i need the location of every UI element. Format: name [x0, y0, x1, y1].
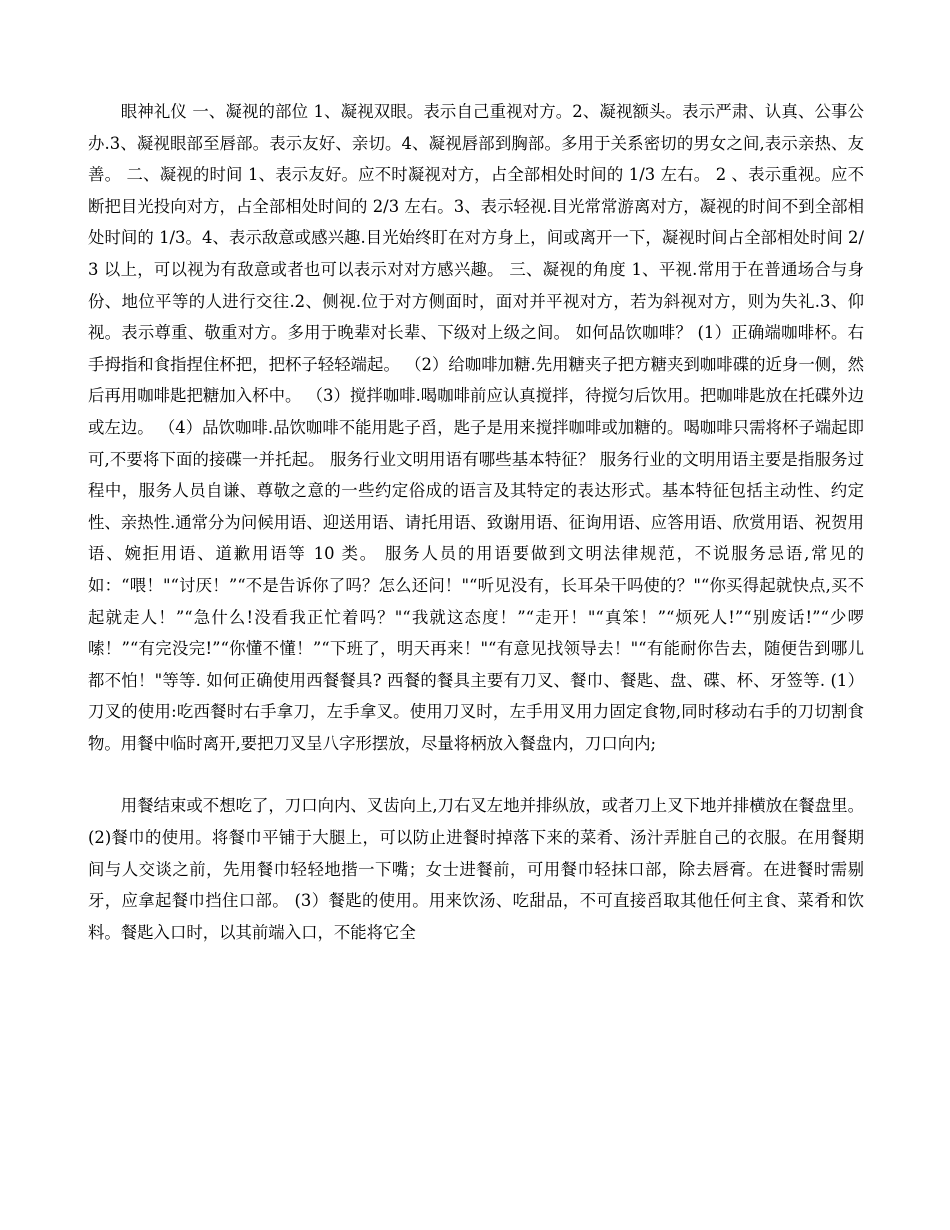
paragraph-1: 眼神礼仪 一、凝视的部位 1、凝视双眼。表示自己重视对方。2、凝视额头。表示严肃、认真、公事公办.3、凝视眼部至唇部。表示友好、亲切。4、凝视唇部到胸部。多用于关系密切的男女之间,表示亲热、友善。 二、凝视的时间 1、表示友好。应不时凝视对方，占全部相处时间的 1/3 左右。 2 、表示重视。应不断把目光投向对方，占全部相处时间的 2/3 左右。3、表示轻视.目光常常游离对方，凝视的时间不到全部相处时间的 1/3。4、表示敌意或感兴趣.目光始终盯在对方身上，间或离开一下，凝视时间占全部相处时间 2/3 以上，可以视为有敌意或者也可以表示对对方感兴趣。 三、凝视的角度 1、平视.常用于在普通场合与身份、地位平等的人进行交往.2、侧视.位于对方侧面时，面对并平视对方，若为斜视对方，则为失礼.3、仰视。表示尊重、敬重对方。多用于晚辈对长辈、下级对上级之间。 如何品饮咖啡？ (1）正确端咖啡杯。右手拇指和食指捏住杯把，把杯子轻轻端起。 （2）给咖啡加糖.先用糖夹子把方糖夹到咖啡碟的近身一侧，然后再用咖啡匙把糖加入杯中。 （3）搅拌咖啡.喝咖啡前应认真搅拌，待搅匀后饮用。把咖啡匙放在托碟外边或左边。 （4）品饮咖啡.品饮咖啡不能用匙子舀，匙子是用来搅拌咖啡或加糖的。喝咖啡只需将杯子端起即可,不要将下面的接碟一并托起。 服务行业文明用语有哪些基本特征？ 服务行业的文明用语主要是指服务过程中，服务人员自谦、尊敬之意的一些约定俗成的语言及其特定的表达形式。基本特征包括主动性、约定性、亲热性.通常分为问候用语、迎送用语、请托用语、致谢用语、征询用语、应答用语、欣赏用语、祝贺用语、婉拒用语、道歉用语等 10 类。 服务人员的用语要做到文明法律规范，不说服务忌语,常见的如：“喂！"“讨厌！”“不是告诉你了吗？怎么还问！"“听见没有，长耳朵干吗使的？"“你买得起就快点,买不起就走人！”“急什么!没看我正忙着吗？"“我就这态度！”“走开！"“真笨！”“烦死人!”“别废话!”“少啰嗦！”“有完没完!”“你懂不懂！”“下班了，明天再来！"“有意见找领导去！"“有能耐你告去，随便告到哪儿都不怕！"等等. 如何正确使用西餐餐具? 西餐的餐具主要有刀叉、餐巾、餐匙、盘、碟、杯、牙签等. (1）刀叉的使用:吃西餐时右手拿刀，左手拿叉。使用刀叉时，左手用叉用力固定食物,同时移动右手的刀切割食物。用餐中临时离开,要把刀叉呈八字形摆放，尽量将柄放入餐盘内，刀口向内;: [88, 102, 864, 753]
paragraph-2: 用餐结束或不想吃了，刀口向内、叉齿向上,刀右叉左地并排纵放，或者刀上叉下地并排横放在餐盘里。 (2)餐巾的使用。将餐巾平铺于大腿上，可以防止进餐时掉落下来的菜肴、汤汁弄脏自己的衣服。在用餐期间与人交谈之前，先用餐巾轻轻地揩一下嘴；女士进餐前，可用餐巾轻抹口部，除去唇膏。在进餐时需剔牙，应拿起餐巾挡住口部。 (3）餐匙的使用。用来饮汤、吃甜品，不可直接舀取其他任何主食、菜肴和饮料。餐匙入口时，以其前端入口，不能将它全: [88, 796, 864, 942]
document-page: [88, 96, 864, 948]
